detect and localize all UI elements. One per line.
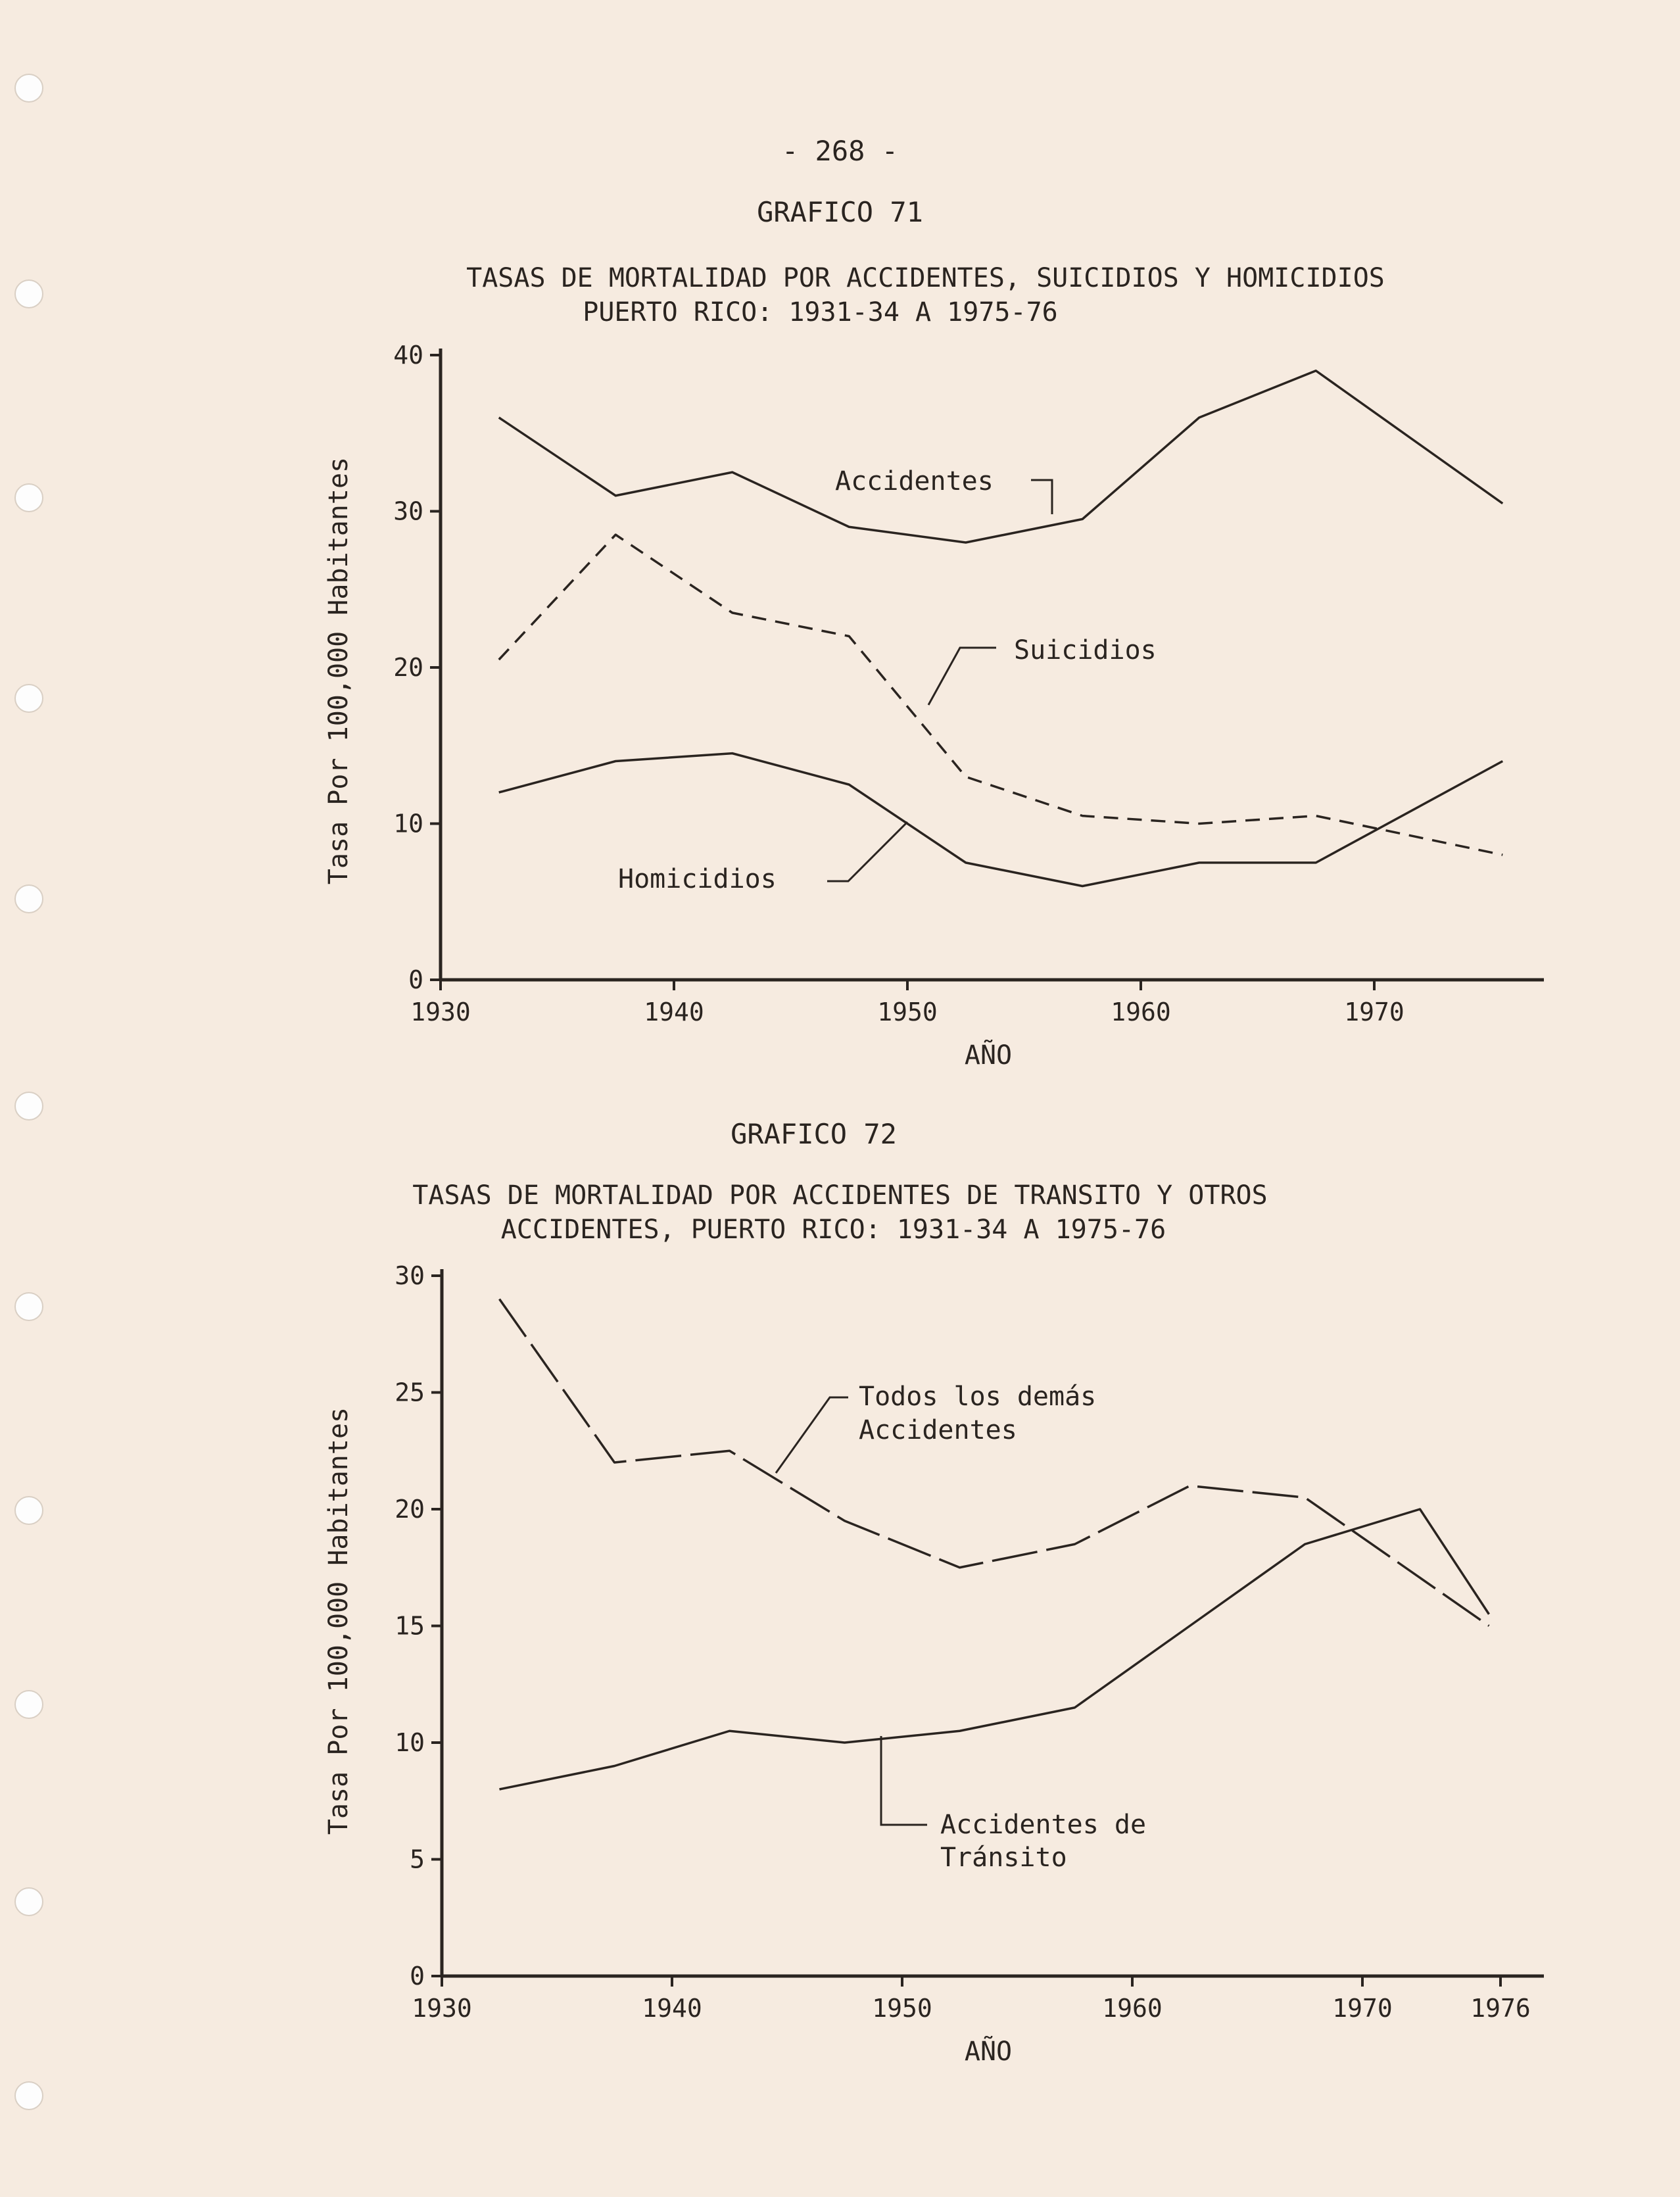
x-tick-label: 1960	[1102, 1994, 1163, 2023]
x-tick-label: 1970	[1344, 998, 1404, 1026]
annotation-transito-line2: Tránsito	[940, 1843, 1067, 1873]
chart-72-x-ticks	[412, 1976, 1531, 2023]
y-tick-label: 25	[395, 1378, 425, 1407]
x-tick-label: 1976	[1470, 1994, 1531, 2023]
chart-72-title-line2: ACCIDENTES, PUERTO RICO: 1931-34 A 1975-76	[500, 1215, 1166, 1245]
y-tick-label: 0	[408, 965, 423, 994]
y-tick-label: 10	[395, 1728, 425, 1757]
chart-71-label: GRAFICO 71	[757, 196, 923, 228]
page-number: - 268 -	[781, 135, 898, 167]
chart-71-title-line1: TASAS DE MORTALIDAD POR ACCIDENTES, SUICIDIOS Y HOMICIDIOS	[466, 263, 1385, 293]
leader-otros	[776, 1397, 848, 1473]
leader-suicidios	[928, 648, 996, 705]
chart-72-y-axis-title: Tasa Por 100,000 Habitantes	[324, 1407, 354, 1835]
chart-71	[324, 341, 1544, 1071]
leader-homicidios	[827, 822, 907, 881]
annotation-accidentes: Accidentes	[835, 466, 994, 496]
y-tick-label: 20	[393, 653, 423, 682]
x-tick-label: 1940	[642, 1994, 702, 2023]
chart-71-axes	[441, 349, 1544, 980]
annotation-otros-line2: Accidentes	[859, 1415, 1017, 1445]
x-tick-label: 1930	[412, 1994, 472, 2023]
chart-72-y-ticks	[395, 1261, 442, 1991]
annotation-otros-line1: Todos los demás	[859, 1382, 1097, 1412]
leader-transito	[881, 1736, 927, 1825]
chart-71-series	[499, 371, 1503, 886]
series-line-accidentes-de-tr-nsito	[500, 1509, 1489, 1789]
x-tick-label: 1950	[872, 1994, 932, 2023]
x-tick-label: 1930	[410, 998, 471, 1026]
x-tick-label: 1970	[1332, 1994, 1393, 2023]
x-tick-label: 1960	[1111, 998, 1171, 1026]
chart-71-title-line2: PUERTO RICO: 1931-34 A 1975-76	[583, 297, 1058, 327]
chart-71-y-ticks	[393, 341, 441, 994]
y-tick-label: 30	[393, 496, 423, 526]
annotation-homicidios: Homicidios	[618, 864, 777, 894]
x-tick-label: 1940	[644, 998, 704, 1026]
x-tick-label: 1950	[877, 998, 938, 1026]
chart-72	[324, 1261, 1544, 2067]
chart-72-series	[500, 1299, 1489, 1790]
series-line-accidentes	[499, 371, 1503, 543]
y-tick-label: 10	[393, 809, 423, 838]
chart-72-label: GRAFICO 72	[731, 1118, 897, 1150]
chart-71-x-ticks	[410, 980, 1404, 1026]
y-tick-label: 0	[410, 1962, 425, 1991]
chart-71-y-axis-title: Tasa Por 100,000 Habitantes	[324, 456, 354, 885]
chart-72-x-axis-title: AÑO	[964, 2037, 1013, 2067]
y-tick-label: 40	[393, 341, 423, 370]
y-tick-label: 20	[395, 1495, 425, 1524]
series-line-todos-los-dem-s-accidentes	[500, 1299, 1489, 1626]
y-tick-label: 5	[410, 1845, 425, 1874]
annotation-transito-line1: Accidentes de	[940, 1810, 1147, 1840]
y-tick-label: 15	[395, 1611, 425, 1641]
leader-accidentes	[1031, 480, 1052, 514]
chart-71-x-axis-title: AÑO	[964, 1040, 1013, 1071]
chart-72-title-line1: TASAS DE MORTALIDAD POR ACCIDENTES DE TRANSITO Y OTROS	[412, 1180, 1268, 1211]
series-line-suicidios	[499, 535, 1503, 855]
annotation-suicidios: Suicidios	[1014, 635, 1157, 665]
y-tick-label: 30	[395, 1261, 425, 1290]
